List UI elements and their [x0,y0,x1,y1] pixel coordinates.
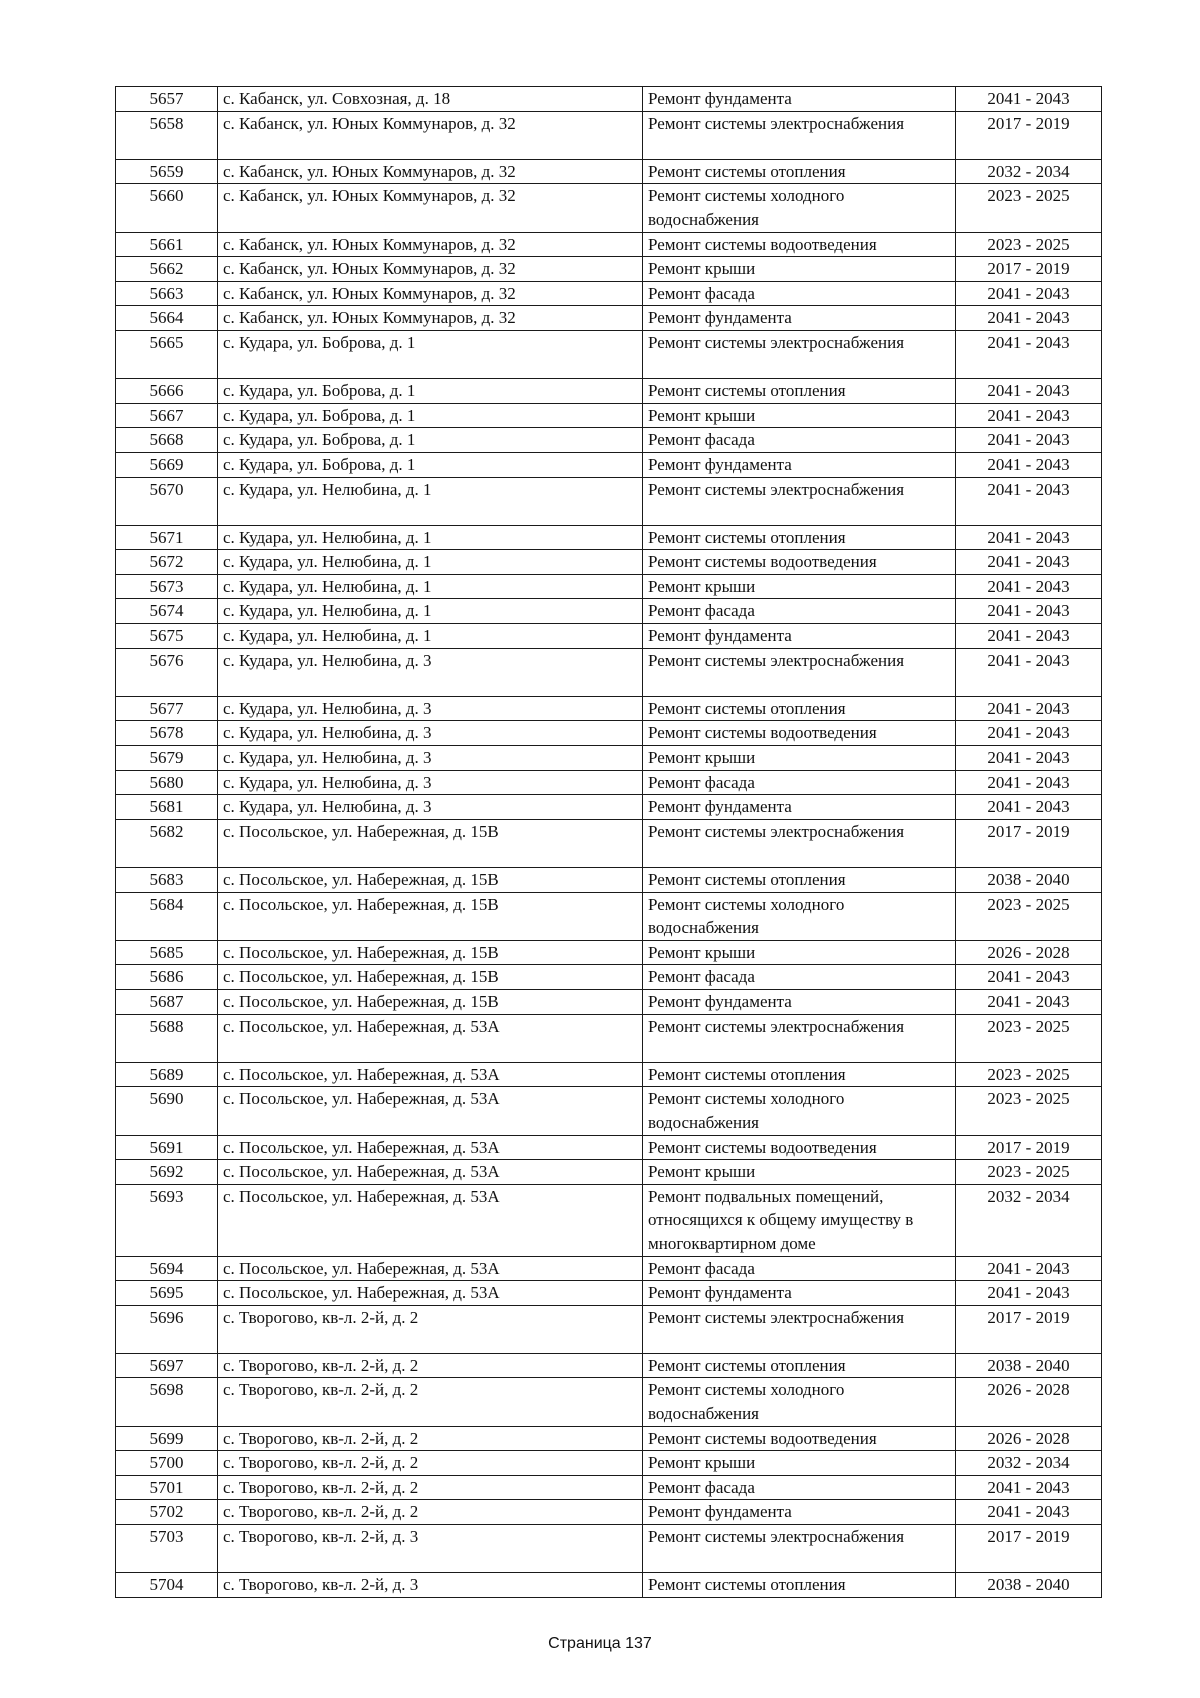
address-cell: с. Посольское, ул. Набережная, д. 53А [218,1062,643,1087]
row-number-cell: 5659 [116,159,218,184]
row-number-cell: 5668 [116,428,218,453]
work-type-cell: Ремонт фасада [643,770,956,795]
work-type-cell: Ремонт фундамента [643,795,956,820]
period-cell: 2041 - 2043 [956,452,1102,477]
work-type-cell: Ремонт фундамента [643,1500,956,1525]
table-row [116,1184,1102,1256]
row-number-cell: 5684 [116,892,218,940]
row-number-cell: 5685 [116,940,218,965]
work-type-cell: Ремонт системы отопления [643,1573,956,1598]
address-cell: с. Кудара, ул. Нелюбина, д. 3 [218,746,643,771]
table-row [116,989,1102,1014]
work-type-cell: Ремонт системы отопления [643,159,956,184]
row-number-cell: 5680 [116,770,218,795]
work-type-cell: Ремонт системы холодного водоснабжения [643,1087,956,1135]
row-number-cell: 5700 [116,1451,218,1476]
table-row [116,696,1102,721]
period-cell: 2041 - 2043 [956,477,1102,525]
table-row [116,281,1102,306]
row-number-cell: 5657 [116,87,218,112]
work-type-cell: Ремонт фасада [643,599,956,624]
work-type-cell: Ремонт фасада [643,281,956,306]
work-type-cell: Ремонт системы электроснабжения [643,1305,956,1353]
table-row [116,1014,1102,1062]
period-cell: 2041 - 2043 [956,795,1102,820]
row-number-cell: 5678 [116,721,218,746]
table-row [116,1087,1102,1135]
table-row [116,1160,1102,1185]
row-number-cell: 5667 [116,403,218,428]
row-number-cell: 5670 [116,477,218,525]
table-row [116,111,1102,159]
work-type-cell: Ремонт системы отопления [643,1062,956,1087]
period-cell: 2041 - 2043 [956,281,1102,306]
period-cell: 2023 - 2025 [956,1087,1102,1135]
address-cell: с. Кабанск, ул. Юных Коммунаров, д. 32 [218,159,643,184]
row-number-cell: 5694 [116,1256,218,1281]
period-cell: 2026 - 2028 [956,940,1102,965]
work-type-cell: Ремонт системы электроснабжения [643,1014,956,1062]
address-cell: с. Кудара, ул. Нелюбина, д. 1 [218,525,643,550]
period-cell: 2032 - 2034 [956,1451,1102,1476]
period-cell: 2041 - 2043 [956,1281,1102,1306]
work-type-cell: Ремонт системы электроснабжения [643,819,956,867]
row-number-cell: 5672 [116,550,218,575]
period-cell: 2038 - 2040 [956,868,1102,893]
address-cell: с. Посольское, ул. Набережная, д. 53А [218,1281,643,1306]
address-cell: с. Кудара, ул. Нелюбина, д. 1 [218,624,643,649]
period-cell: 2041 - 2043 [956,1256,1102,1281]
address-cell: с. Посольское, ул. Набережная, д. 53А [218,1135,643,1160]
address-cell: с. Кудара, ул. Боброва, д. 1 [218,403,643,428]
address-cell: с. Кудара, ул. Нелюбина, д. 3 [218,721,643,746]
row-number-cell: 5686 [116,965,218,990]
row-number-cell: 5669 [116,452,218,477]
table-row [116,965,1102,990]
row-number-cell: 5673 [116,574,218,599]
period-cell: 2041 - 2043 [956,306,1102,331]
address-cell: с. Кудара, ул. Нелюбина, д. 1 [218,477,643,525]
address-cell: с. Творогово, кв-л. 2-й, д. 2 [218,1475,643,1500]
table-row [116,257,1102,282]
table-row [116,525,1102,550]
period-cell: 2041 - 2043 [956,428,1102,453]
row-number-cell: 5701 [116,1475,218,1500]
row-number-cell: 5695 [116,1281,218,1306]
row-number-cell: 5664 [116,306,218,331]
table-row [116,721,1102,746]
table-row [116,770,1102,795]
address-cell: с. Кабанск, ул. Юных Коммунаров, д. 32 [218,306,643,331]
row-number-cell: 5663 [116,281,218,306]
repair-schedule-table [115,86,1102,1598]
row-number-cell: 5688 [116,1014,218,1062]
table-row [116,574,1102,599]
row-number-cell: 5661 [116,232,218,257]
work-type-cell: Ремонт системы холодного водоснабжения [643,892,956,940]
period-cell: 2023 - 2025 [956,1160,1102,1185]
table-row [116,1500,1102,1525]
period-cell: 2041 - 2043 [956,403,1102,428]
period-cell: 2023 - 2025 [956,1014,1102,1062]
table-row [116,232,1102,257]
work-type-cell: Ремонт системы водоотведения [643,1426,956,1451]
table-row [116,1525,1102,1573]
work-type-cell: Ремонт системы холодного водоснабжения [643,184,956,232]
table-row [116,1353,1102,1378]
table-row [116,87,1102,112]
work-type-cell: Ремонт фундамента [643,624,956,649]
address-cell: с. Творогово, кв-л. 2-й, д. 2 [218,1451,643,1476]
work-type-cell: Ремонт фасада [643,965,956,990]
period-cell: 2041 - 2043 [956,721,1102,746]
address-cell: с. Посольское, ул. Набережная, д. 53А [218,1184,643,1256]
row-number-cell: 5690 [116,1087,218,1135]
period-cell: 2017 - 2019 [956,1305,1102,1353]
row-number-cell: 5662 [116,257,218,282]
row-number-cell: 5674 [116,599,218,624]
table-row [116,940,1102,965]
period-cell: 2041 - 2043 [956,525,1102,550]
address-cell: с. Кабанск, ул. Юных Коммунаров, д. 32 [218,257,643,282]
address-cell: с. Посольское, ул. Набережная, д. 53А [218,1087,643,1135]
address-cell: с. Творогово, кв-л. 2-й, д. 2 [218,1305,643,1353]
work-type-cell: Ремонт крыши [643,1451,956,1476]
table-row [116,648,1102,696]
table-row [116,1451,1102,1476]
table-row [116,795,1102,820]
row-number-cell: 5687 [116,989,218,1014]
row-number-cell: 5675 [116,624,218,649]
address-cell: с. Посольское, ул. Набережная, д. 15В [218,989,643,1014]
row-number-cell: 5697 [116,1353,218,1378]
address-cell: с. Посольское, ул. Набережная, д. 15В [218,868,643,893]
period-cell: 2041 - 2043 [956,989,1102,1014]
table-row [116,403,1102,428]
period-cell: 2032 - 2034 [956,159,1102,184]
address-cell: с. Кабанск, ул. Юных Коммунаров, д. 32 [218,184,643,232]
address-cell: с. Творогово, кв-л. 2-й, д. 2 [218,1500,643,1525]
table-row [116,868,1102,893]
table-row [116,819,1102,867]
table-row [116,477,1102,525]
table-row [116,452,1102,477]
address-cell: с. Посольское, ул. Набережная, д. 15В [218,892,643,940]
work-type-cell: Ремонт фундамента [643,306,956,331]
work-type-cell: Ремонт системы электроснабжения [643,330,956,378]
period-cell: 2038 - 2040 [956,1573,1102,1598]
work-type-cell: Ремонт фасада [643,1475,956,1500]
table-row [116,306,1102,331]
period-cell: 2023 - 2025 [956,184,1102,232]
work-type-cell: Ремонт системы отопления [643,1353,956,1378]
address-cell: с. Кудара, ул. Боброва, д. 1 [218,330,643,378]
period-cell: 2032 - 2034 [956,1184,1102,1256]
work-type-cell: Ремонт подвальных помещений, относящихся к общему имуществу в многоквартирном доме [643,1184,956,1256]
work-type-cell: Ремонт крыши [643,746,956,771]
period-cell: 2041 - 2043 [956,965,1102,990]
table-row [116,184,1102,232]
work-type-cell: Ремонт системы водоотведения [643,721,956,746]
row-number-cell: 5676 [116,648,218,696]
table-row [116,1135,1102,1160]
address-cell: с. Кабанск, ул. Юных Коммунаров, д. 32 [218,281,643,306]
period-cell: 2041 - 2043 [956,574,1102,599]
row-number-cell: 5689 [116,1062,218,1087]
row-number-cell: 5699 [116,1426,218,1451]
work-type-cell: Ремонт крыши [643,403,956,428]
page-number: Страница 137 [548,1635,652,1652]
address-cell: с. Посольское, ул. Набережная, д. 53А [218,1160,643,1185]
row-number-cell: 5704 [116,1573,218,1598]
period-cell: 2038 - 2040 [956,1353,1102,1378]
row-number-cell: 5692 [116,1160,218,1185]
work-type-cell: Ремонт системы электроснабжения [643,648,956,696]
address-cell: с. Кудара, ул. Нелюбина, д. 3 [218,696,643,721]
table-row [116,1573,1102,1598]
table-row [116,379,1102,404]
address-cell: с. Творогово, кв-л. 2-й, д. 2 [218,1426,643,1451]
row-number-cell: 5679 [116,746,218,771]
row-number-cell: 5682 [116,819,218,867]
row-number-cell: 5671 [116,525,218,550]
table-row [116,1378,1102,1426]
period-cell: 2041 - 2043 [956,550,1102,575]
period-cell: 2041 - 2043 [956,696,1102,721]
table-row [116,1281,1102,1306]
work-type-cell: Ремонт системы отопления [643,379,956,404]
address-cell: с. Посольское, ул. Набережная, д. 53А [218,1014,643,1062]
address-cell: с. Кудара, ул. Нелюбина, д. 3 [218,770,643,795]
period-cell: 2041 - 2043 [956,599,1102,624]
table-row [116,159,1102,184]
row-number-cell: 5703 [116,1525,218,1573]
work-type-cell: Ремонт системы отопления [643,868,956,893]
period-cell: 2023 - 2025 [956,232,1102,257]
work-type-cell: Ремонт крыши [643,257,956,282]
row-number-cell: 5665 [116,330,218,378]
work-type-cell: Ремонт системы водоотведения [643,550,956,575]
period-cell: 2041 - 2043 [956,746,1102,771]
address-cell: с. Посольское, ул. Набережная, д. 53А [218,1256,643,1281]
address-cell: с. Кабанск, ул. Юных Коммунаров, д. 32 [218,111,643,159]
work-type-cell: Ремонт фундамента [643,989,956,1014]
work-type-cell: Ремонт системы электроснабжения [643,111,956,159]
address-cell: с. Кудара, ул. Боброва, д. 1 [218,452,643,477]
address-cell: с. Кудара, ул. Нелюбина, д. 1 [218,574,643,599]
address-cell: с. Посольское, ул. Набережная, д. 15В [218,940,643,965]
address-cell: с. Кудара, ул. Боброва, д. 1 [218,428,643,453]
table-row [116,1256,1102,1281]
row-number-cell: 5660 [116,184,218,232]
table-row [116,746,1102,771]
address-cell: с. Кудара, ул. Нелюбина, д. 3 [218,648,643,696]
table-row [116,892,1102,940]
row-number-cell: 5691 [116,1135,218,1160]
address-cell: с. Посольское, ул. Набережная, д. 15В [218,819,643,867]
work-type-cell: Ремонт системы водоотведения [643,1135,956,1160]
row-number-cell: 5696 [116,1305,218,1353]
period-cell: 2023 - 2025 [956,892,1102,940]
period-cell: 2041 - 2043 [956,87,1102,112]
address-cell: с. Творогово, кв-л. 2-й, д. 2 [218,1353,643,1378]
address-cell: с. Кабанск, ул. Совхозная, д. 18 [218,87,643,112]
period-cell: 2041 - 2043 [956,1500,1102,1525]
period-cell: 2023 - 2025 [956,1062,1102,1087]
work-type-cell: Ремонт системы отопления [643,525,956,550]
period-cell: 2026 - 2028 [956,1378,1102,1426]
row-number-cell: 5702 [116,1500,218,1525]
address-cell: с. Творогово, кв-л. 2-й, д. 3 [218,1525,643,1573]
work-type-cell: Ремонт системы электроснабжения [643,477,956,525]
address-cell: с. Кудара, ул. Нелюбина, д. 3 [218,795,643,820]
work-type-cell: Ремонт системы холодного водоснабжения [643,1378,956,1426]
address-cell: с. Творогово, кв-л. 2-й, д. 2 [218,1378,643,1426]
period-cell: 2041 - 2043 [956,1475,1102,1500]
work-type-cell: Ремонт системы электроснабжения [643,1525,956,1573]
table-row [116,1305,1102,1353]
row-number-cell: 5681 [116,795,218,820]
work-type-cell: Ремонт фасада [643,428,956,453]
address-cell: с. Кудара, ул. Нелюбина, д. 1 [218,599,643,624]
work-type-cell: Ремонт фундамента [643,1281,956,1306]
table-row [116,1426,1102,1451]
address-cell: с. Посольское, ул. Набережная, д. 15В [218,965,643,990]
period-cell: 2041 - 2043 [956,770,1102,795]
period-cell: 2041 - 2043 [956,648,1102,696]
address-cell: с. Кабанск, ул. Юных Коммунаров, д. 32 [218,232,643,257]
address-cell: с. Кудара, ул. Боброва, д. 1 [218,379,643,404]
table-row [116,1062,1102,1087]
period-cell: 2026 - 2028 [956,1426,1102,1451]
table-row [116,428,1102,453]
period-cell: 2017 - 2019 [956,257,1102,282]
row-number-cell: 5698 [116,1378,218,1426]
period-cell: 2017 - 2019 [956,819,1102,867]
work-type-cell: Ремонт крыши [643,940,956,965]
work-type-cell: Ремонт крыши [643,1160,956,1185]
row-number-cell: 5658 [116,111,218,159]
period-cell: 2017 - 2019 [956,111,1102,159]
period-cell: 2017 - 2019 [956,1525,1102,1573]
address-cell: с. Творогово, кв-л. 2-й, д. 3 [218,1573,643,1598]
period-cell: 2017 - 2019 [956,1135,1102,1160]
address-cell: с. Кудара, ул. Нелюбина, д. 1 [218,550,643,575]
work-type-cell: Ремонт фундамента [643,452,956,477]
period-cell: 2041 - 2043 [956,379,1102,404]
table-row [116,1475,1102,1500]
work-type-cell: Ремонт системы водоотведения [643,232,956,257]
period-cell: 2041 - 2043 [956,624,1102,649]
table-row [116,599,1102,624]
work-type-cell: Ремонт системы отопления [643,696,956,721]
period-cell: 2041 - 2043 [956,330,1102,378]
work-type-cell: Ремонт фасада [643,1256,956,1281]
work-type-cell: Ремонт фундамента [643,87,956,112]
row-number-cell: 5677 [116,696,218,721]
table-row [116,330,1102,378]
table-row [116,624,1102,649]
row-number-cell: 5683 [116,868,218,893]
table-body [116,87,1102,1598]
row-number-cell: 5693 [116,1184,218,1256]
table-row [116,550,1102,575]
work-type-cell: Ремонт крыши [643,574,956,599]
row-number-cell: 5666 [116,379,218,404]
